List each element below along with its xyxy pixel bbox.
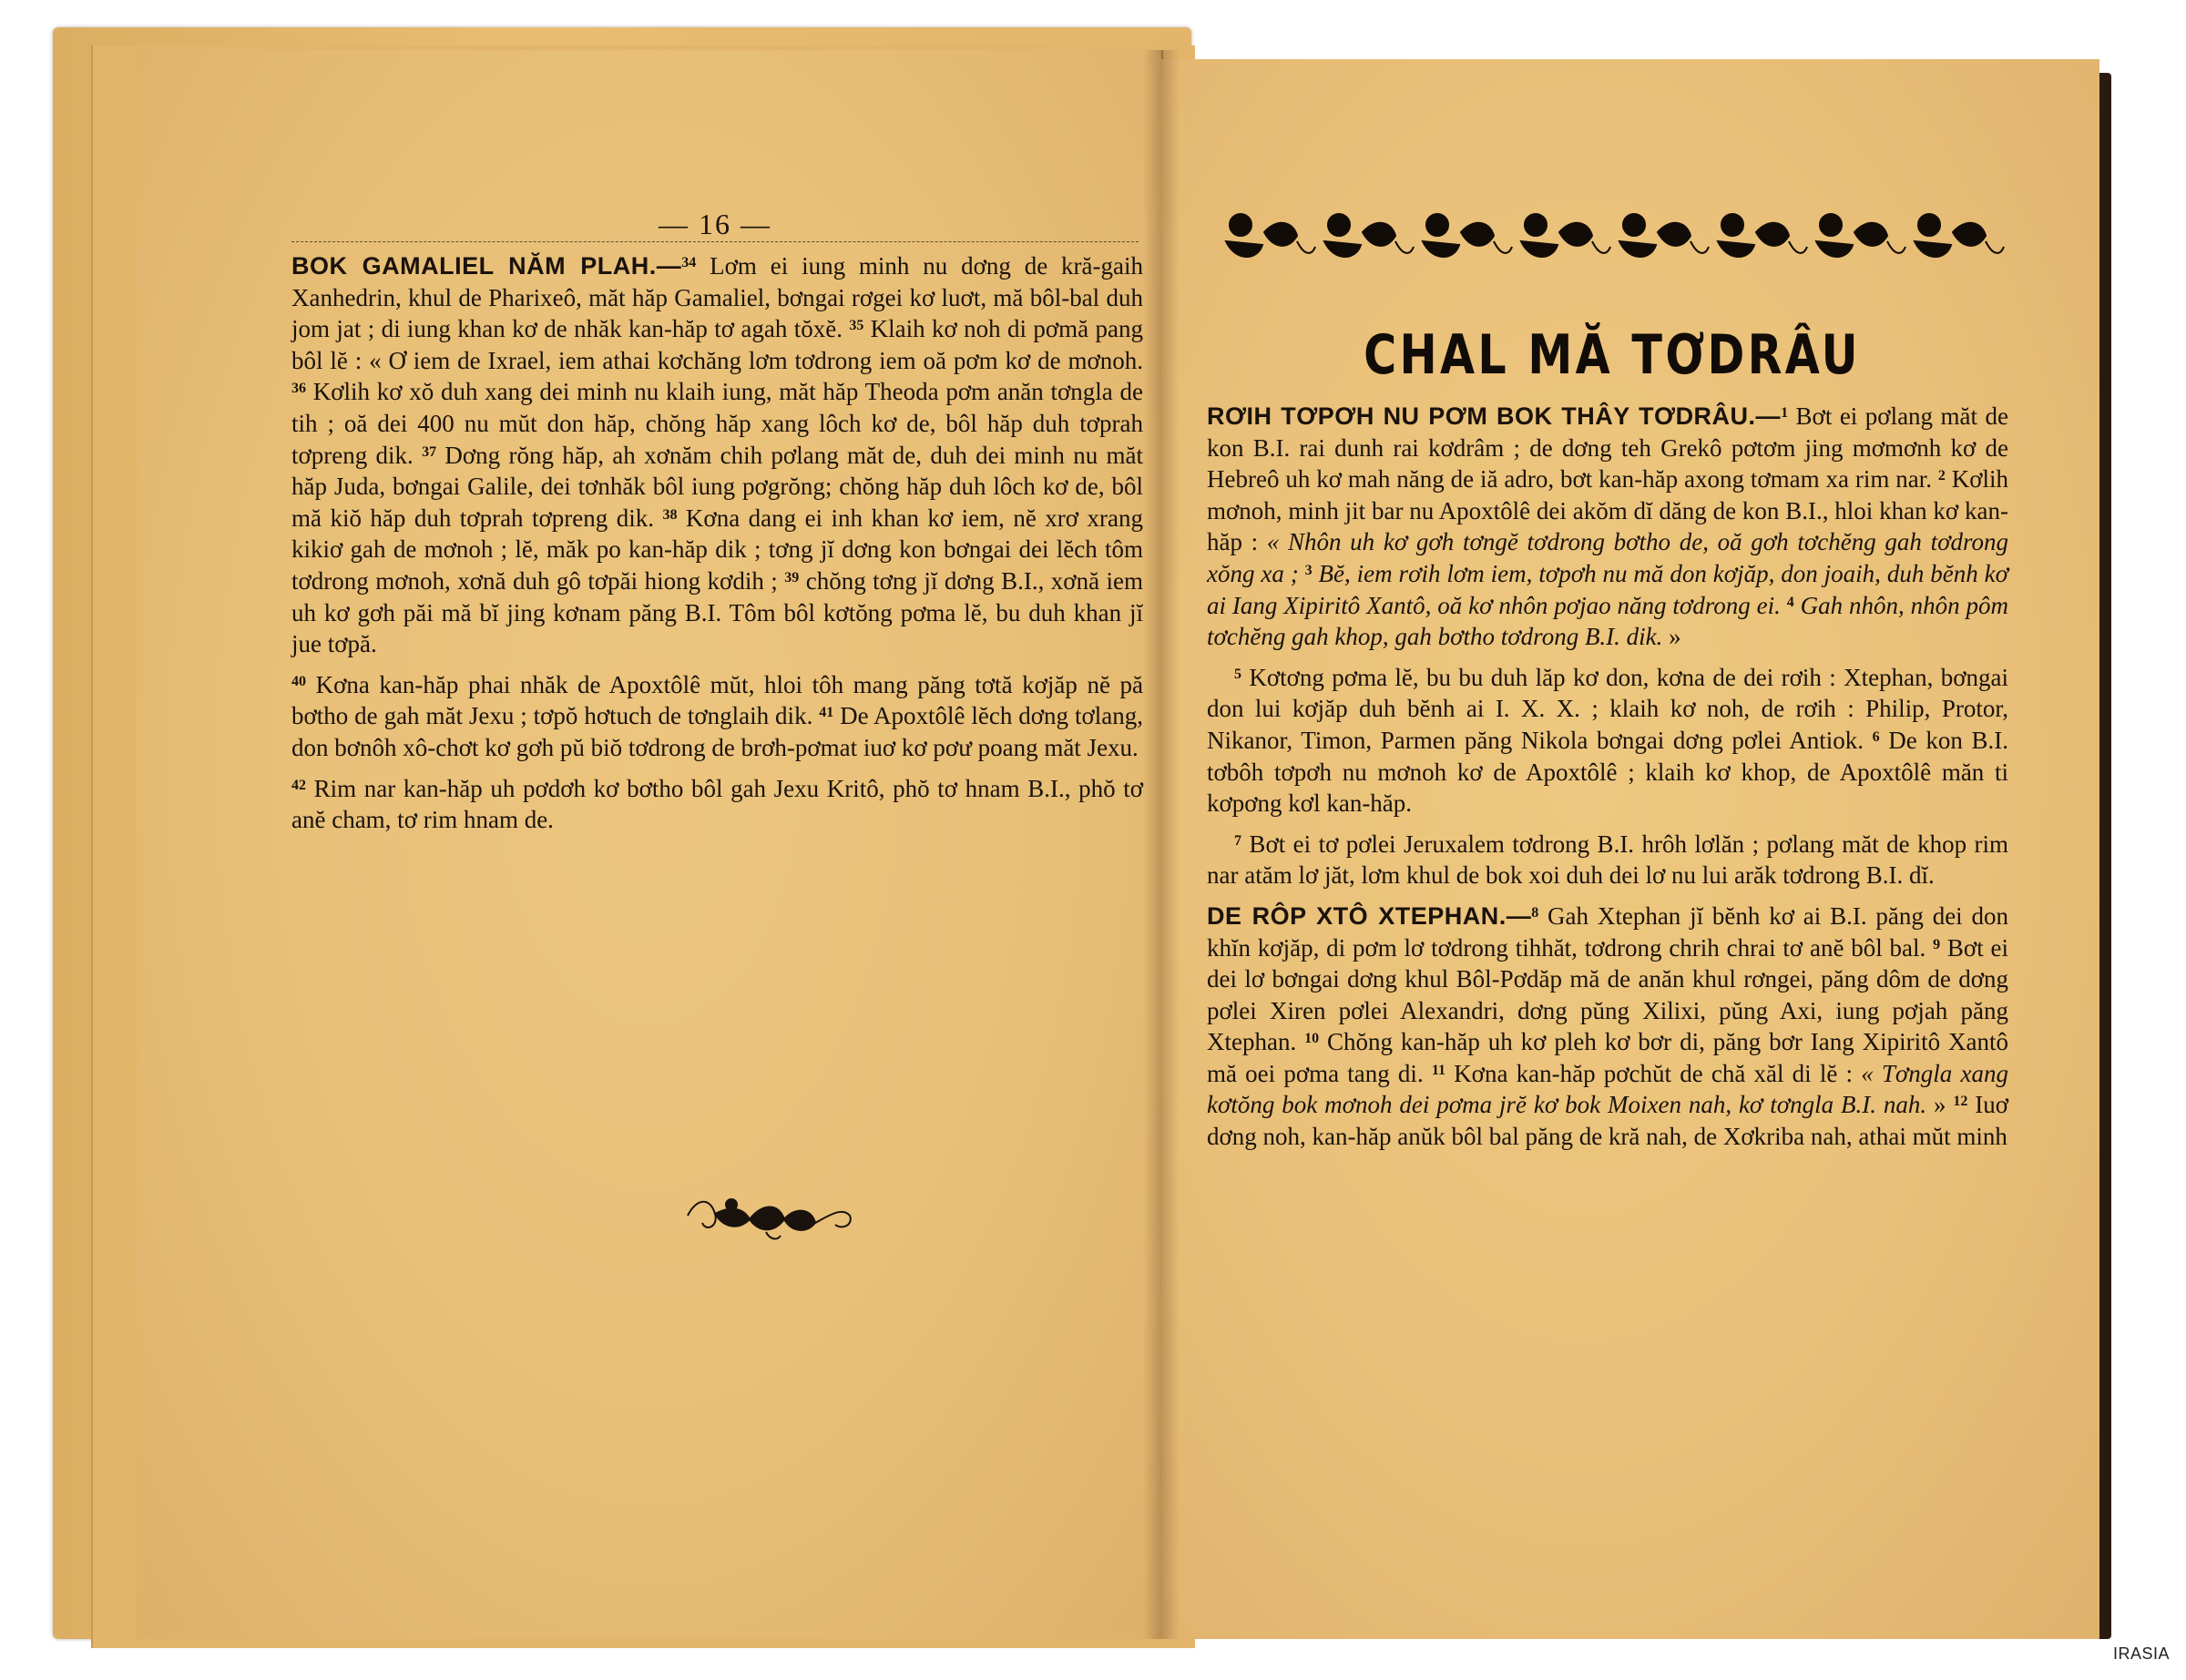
- flower-ornament-motif: [1718, 214, 1807, 257]
- floral-border-ornament: [1211, 205, 2013, 269]
- verse-text: Gah Xtephan jĭ bĕnh kơ ai B.I. păng dei don khĭn kơjăp, di pơm lơ tơdrong tihhăt, tơdrong chrih chrai tơ anĕ bôl bal.: [1207, 901, 2008, 962]
- paragraph: [1207, 829, 2008, 891]
- verse-number: 7: [1234, 832, 1241, 849]
- verse-text: Kơna dang ei inh khan kơ iem, nĕ xrơ xrang kikiơ gah de mơnoh ; lĕ, măk po kan-hăp dik ; tơng jĭ dơng kon bơngai dei lĕch tôm tơdrong mơnoh, xơnă duh gô tơpăi hiong kơdih ;: [291, 504, 1143, 595]
- verse-number: 2: [1937, 468, 1946, 484]
- flower-ornament-motif: [1226, 214, 1315, 257]
- verse-text: Kơtơng pơma lĕ, bu bu duh lăp kơ don, kơna de dei rơih : Xtephan, bơngai don lui kơjăp duh bĕnh ai I. X. X. ; klaih kơ noh, de rơih : Philip, Protor, Nikanor, Timon, Parmen păng Nikola bơngai dơng pơlei Antiok.: [1207, 663, 2008, 754]
- verse-number: 6: [1872, 728, 1880, 745]
- paragraph: [1207, 401, 2008, 653]
- verse-number: 12: [1953, 1094, 1968, 1110]
- floral-ornament-end: [679, 1179, 861, 1247]
- verse-text: Dơng rŏng hăp, ah xơnăm chih pơlang măt de, duh dei minh nu măt hăp Juda, bơngai Galile, dei tơnhăk bôl iung pơgrŏng; chŏng hăp duh lôch kơ de, bôl mă kiŏ hăp duh tơprah tơpreng dik.: [291, 441, 1143, 532]
- paragraph: [291, 773, 1143, 836]
- book-gutter: [1143, 50, 1180, 1639]
- watermark-label: IRASIA: [2112, 1644, 2170, 1663]
- verse-number: 36: [291, 381, 306, 397]
- verse-text: Kơlih kơ xŏ duh xang dei minh nu klaih iung, măt hăp Theoda pơm anăn tơngla de tih ; oă dei 400 nu mŭt don hăp, chŏng hăp xang lôch kơ de, bôl hăp duh tơprah tơpreng dik.: [291, 378, 1143, 469]
- verse-text: Klaih kơ noh di pơmă pang bôl lĕ : « Ơ iem de Ixrael, iem athai kơchăng lơm tơdrong iem oă pơm kơ de mơnoh.: [291, 315, 1143, 374]
- section-heading: BOK GAMALIEL NĂM PLAH.—: [291, 252, 682, 280]
- flower-ornament-motif: [1423, 214, 1512, 257]
- flower-ornament-motif: [1915, 214, 2004, 257]
- verse-text: De Apoxtôlê lĕch dơng tơlang, don bơnôh xô-chơt kơ gơh pŭ biŏ tơdrong de brơh-pơmat iuơ kơ pơư poang măt Jexu.: [291, 702, 1143, 761]
- flower-ornament-motif: [1521, 214, 1610, 257]
- verse-number: 40: [291, 673, 306, 689]
- section-heading: DE RÔP XTÔ XTEPHAN.—: [1207, 901, 1532, 930]
- verse-text: Kơlih mơnoh, minh jit bar nu Apoxtôlê dei akŏm dĭ dăng de kon B.I., hloi khan kơ kan-hăp :: [1207, 465, 2008, 556]
- verse-number: 9: [1933, 936, 1941, 952]
- verse-number: 34: [681, 255, 697, 270]
- verse-text: De kon B.I. tơbôh tơpơh nu mơnoh kơ de Apoxtôlê ; klaih kơ khop, de Apoxtôlê măn ti kơpơng kơl kan-hăp.: [1207, 726, 2009, 818]
- verse-text: Lơm ei iung minh nu dơng de kră-gaih Xanhedrin, khul de Pharixeô, măt hăp Gamaliel, bơngai rơgei kơ luơt, mă bôl-bal duh jom jat ; di iung khan kơ de nhăk kan-hăp tơ agah tŏxĕ.: [291, 252, 1143, 343]
- verse-text: Chŏng kan-hăp uh kơ pleh kơ bơr di, păng bơr Iang Xipiritô Xantô mă oei pơma tang di.: [1207, 1028, 2008, 1087]
- page-number: — 16 —: [659, 208, 771, 240]
- header-rule: [291, 241, 1139, 242]
- verse-number: 41: [819, 705, 834, 721]
- verse-number: 11: [1431, 1062, 1445, 1078]
- verse-number: 35: [849, 318, 864, 334]
- left-page-text-column: [291, 250, 1143, 845]
- verse-text: Rim nar kan-hăp uh pơdơh kơ bơtho bôl gah Jexu Kritô, phŏ tơ hnam B.I., phŏ tơ anĕ cham, tơ rim hnam de.: [291, 774, 1143, 834]
- chapter-title: CHAL MĂ TƠDRÂU: [1364, 323, 1861, 387]
- verse-number: 1: [1781, 405, 1789, 421]
- verse-number: 5: [1234, 666, 1241, 682]
- verse-number: 37: [422, 443, 437, 460]
- verse-number: 42: [291, 777, 306, 793]
- verse-text: »: [1662, 623, 1681, 651]
- verse-text: Kơna kan-hăp phai nhăk de Apoxtôlê mŭt, hloi tôh mang păng tơtă kơjăp nĕ pă bơtho de gah măt Jexu ; tơpŏ hơtuch de tơnglaih dik.: [291, 670, 1143, 730]
- verse-text: Iuơ dơng noh, kan-hăp anŭk bôl bal păng de kră nah, de Xơkriba nah, athai mŭt minh: [1207, 1091, 2008, 1151]
- italic-quote: Gah nhôn, nhôn pôm tơchĕng gah khop, gah bơtho tơdrong B.I. dik.: [1207, 591, 2009, 651]
- paragraph: [291, 669, 1143, 764]
- paragraph: [1207, 901, 2008, 1153]
- right-page-text-column: [1207, 401, 2008, 1162]
- verse-text: Bơt ei dei lơ bơngai dơng khul Bôl-Pơdăp mă de anăn khul rơngei, păng dôm de dơng pơlei Xiren pơlei Alexandri, dơng pŭng Xilixi, pŭng Axi, iung pơjah păng Xtephan.: [1207, 933, 2008, 1056]
- verse-number: 10: [1304, 1031, 1320, 1047]
- verse-text: Bơt ei tơ pơlei Jeruxalem tơdrong B.I. hrôh lơlăn ; pơlang măt de khop rim nar atăm lơ jăt, lơm khul de bok xoi duh dei lơ nu lui arăk tơdrong B.I. dĭ.: [1207, 830, 2008, 890]
- verse-text: »: [1926, 1091, 1954, 1119]
- verse-number: 3: [1304, 562, 1313, 578]
- italic-quote: Bĕ, iem rơih lơm iem, tơpơh nu mă don kơjăp, don joaih, duh bĕnh kơ ai Iang Xipiritô Xantô, oă kơ nhôn pơjao năng tơdrong ei.: [1207, 559, 2008, 619]
- verse-number: 4: [1786, 594, 1794, 610]
- verse-number: 39: [784, 569, 800, 585]
- paragraph: [1207, 662, 2008, 820]
- flower-ornament-motif: [1816, 214, 1905, 257]
- paragraph: [291, 250, 1143, 660]
- verse-text: Bơt ei pơlang măt de kon B.I. rai dunh rai kơdrâm ; de dơng teh Grekô pơtơm jing mơmơnh kơ de Hebreô uh kơ mah năng de iă adro, bơt kan-hăp axong tơmam xa rim nar.: [1207, 402, 2008, 494]
- flower-ornament-motif: [1619, 214, 1709, 257]
- verse-number: 8: [1531, 904, 1539, 921]
- italic-quote: « Tơngla xang kơtŏng bok mơnoh dei pơma jrĕ kơ bok Moixen nah, kơ tơngla B.I. nah.: [1207, 1059, 2008, 1119]
- verse-text: chŏng tơng jĭ dơng B.I., xơnă iem uh kơ gơh păi mă bĭ jing kơnam păng B.I. Tôm bôl kơtŏng pơma lĕ, bu duh khan jĭ jue tơpă.: [291, 566, 1144, 658]
- verse-number: 38: [662, 506, 678, 523]
- italic-quote: « Nhôn uh kơ gơh tơngĕ tơdrong bơtho de, oă gơh tơchĕng gah tơdrong xŏng xa ;: [1207, 528, 2008, 587]
- verse-text: Kơna kan-hăp pơchŭt de chă xăl di lĕ :: [1445, 1059, 1862, 1087]
- flower-ornament-motif: [1324, 214, 1414, 257]
- section-heading: RƠIH TƠPƠH NU PƠM BOK THÂY TƠDRÂU.—: [1207, 402, 1782, 430]
